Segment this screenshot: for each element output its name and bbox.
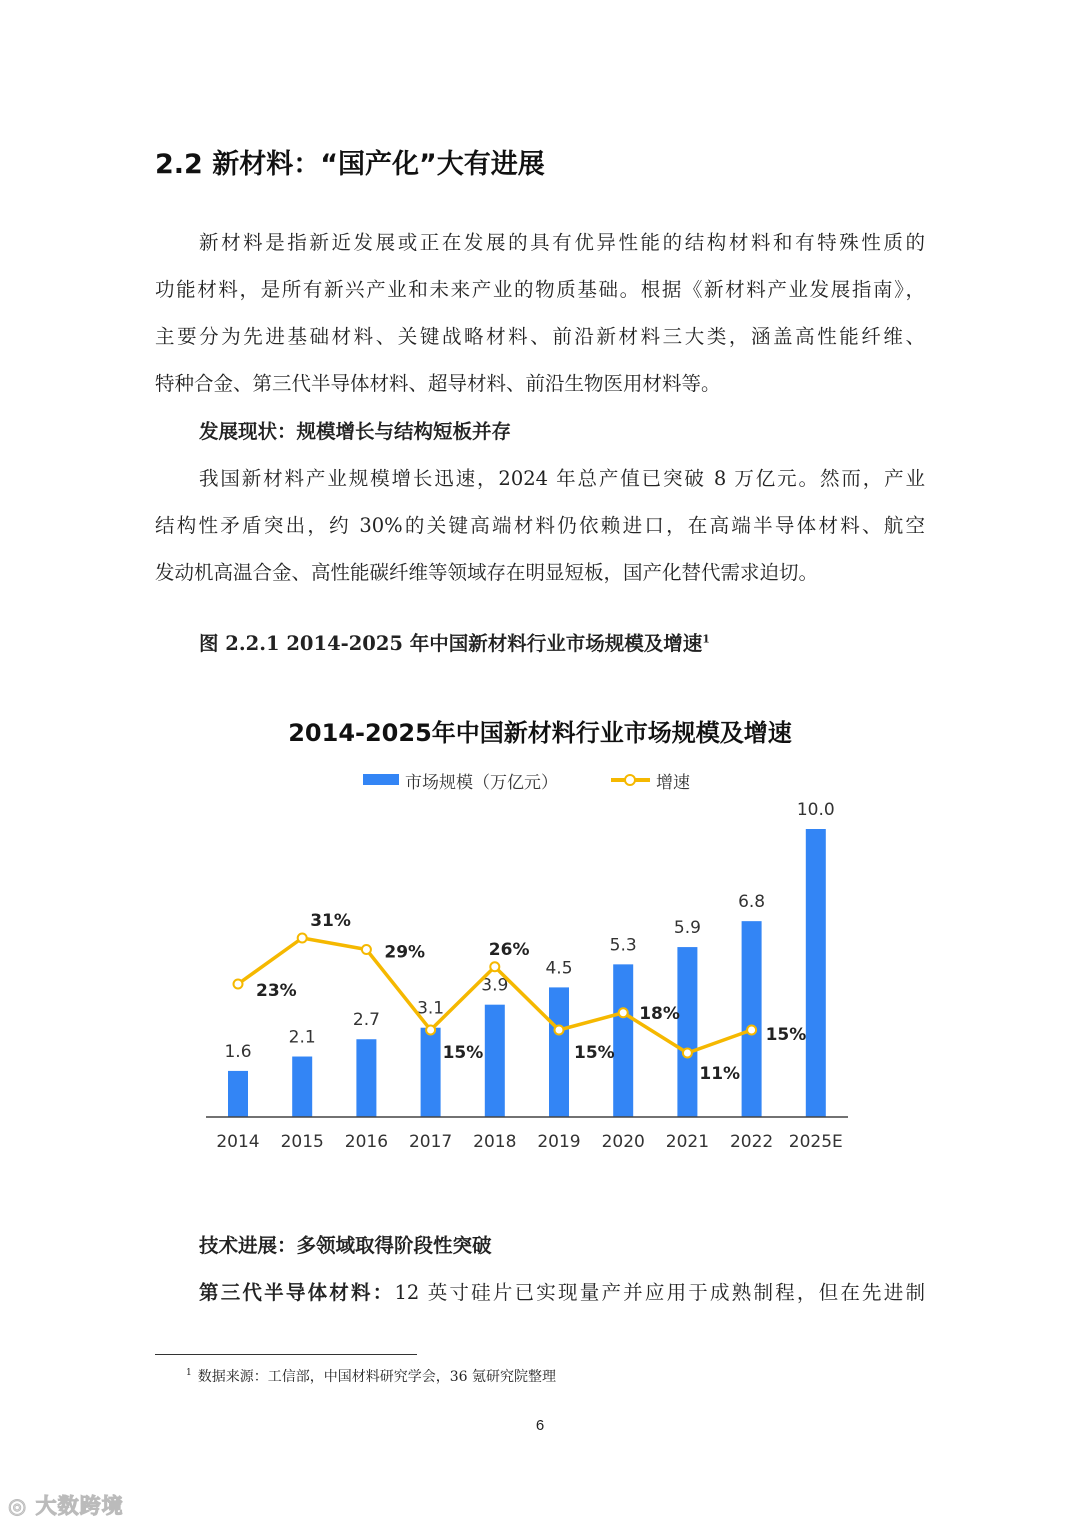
growth-point	[362, 945, 371, 954]
paragraph-line: 发动机高温合金、高性能碳纤维等领域存在明显短板，国产化替代需求迫切。	[155, 561, 819, 584]
growth-value-label: 15%	[574, 1043, 615, 1063]
bar-2020	[613, 964, 633, 1117]
growth-point	[234, 980, 243, 989]
x-tick-label: 2025E	[788, 1132, 843, 1152]
bar-2022	[742, 921, 762, 1117]
paragraph-line: 特种合金、第三代半导体材料、超导材料、前沿生物医用材料等。	[155, 372, 721, 395]
paragraph-line: 结构性矛盾突出，约 30%的关键高端材料仍依赖进口，在高端半导体材料、航空	[155, 514, 925, 537]
growth-point	[298, 934, 307, 943]
bar-2025E	[806, 829, 826, 1117]
x-tick-label: 2019	[537, 1132, 581, 1152]
watermark-logo: ◎ 大数跨境	[8, 1494, 124, 1518]
growth-value-label: 11%	[699, 1064, 741, 1084]
chart-title: 2014-2025年中国新材料行业市场规模及增速	[288, 719, 792, 747]
bar-value-label: 1.6	[224, 1041, 252, 1062]
footnote	[186, 1366, 556, 1386]
legend-bar-label: 市场规模（万亿元）	[405, 773, 558, 793]
bar-2021	[677, 947, 697, 1117]
legend	[363, 773, 690, 793]
growth-value-label: 26%	[488, 939, 530, 960]
footnote-mark: 1	[186, 1368, 192, 1379]
bar-value-label: 2.7	[352, 1010, 380, 1031]
x-tick-label: 2014	[216, 1132, 260, 1152]
figure-caption-text: 图 2.2.1 2014-2025 年中国新材料行业市场规模及增速	[199, 632, 703, 655]
x-tick-label: 2020	[601, 1132, 645, 1152]
bar-2019	[549, 987, 569, 1117]
x-tick-label: 2022	[729, 1132, 774, 1152]
growth-value-label: 29%	[384, 942, 426, 963]
bar-2016	[356, 1039, 376, 1117]
page-number: 6	[535, 1417, 545, 1434]
bar-2014	[228, 1071, 248, 1117]
bar-value-label: 5.9	[673, 918, 701, 939]
status-heading: 发展现状：规模增长与结构短板并存	[199, 420, 512, 443]
growth-point	[747, 1026, 756, 1035]
x-tick-label: 2018	[473, 1132, 517, 1152]
growth-point	[426, 1026, 435, 1035]
growth-point	[555, 1026, 564, 1035]
bar-value-label: 3.9	[481, 975, 509, 996]
growth-value-label: 18%	[639, 1003, 680, 1024]
paragraph-line: 功能材料，是所有新兴产业和未来产业的物质基础。根据《新材料产业发展指南》，	[155, 278, 925, 301]
growth-value-label: 15%	[765, 1025, 807, 1045]
legend-bar-swatch	[363, 774, 399, 785]
growth-point	[490, 962, 499, 971]
tech-heading: 技术进展：多领域取得阶段性突破	[199, 1234, 492, 1257]
section-heading: 2.2 新材料：“国产化”大有进展	[155, 149, 545, 180]
tech-text: 12 英寸硅片已实现量产并应用于成熟制程，但在先进制	[394, 1281, 925, 1304]
bar-value-label: 2.1	[288, 1027, 316, 1048]
paragraph-line: 我国新材料产业规模增长迅速，2024 年总产值已突破 8 万亿元。然而，产业	[199, 467, 925, 490]
paragraph-line: 新材料是指新近发展或正在发展的具有优异性能的结构材料和有特殊性质的	[199, 231, 925, 254]
growth-point	[619, 1008, 628, 1017]
footnote-text: 数据来源：工信部，中国材料研究学会，36 氪研究院整理	[197, 1369, 556, 1385]
bar-2017	[421, 1028, 441, 1117]
growth-value-label: 15%	[442, 1043, 484, 1063]
footnote-divider	[155, 1354, 417, 1355]
growth-value-label: 31%	[310, 911, 351, 931]
x-tick-label: 2016	[344, 1132, 389, 1152]
legend-line-marker	[625, 775, 635, 785]
bar-value-label: 4.5	[545, 958, 573, 979]
bar-value-label: 6.8	[738, 892, 766, 913]
footnote-ref[interactable]: 1	[702, 632, 710, 646]
bar-value-label: 10.0	[796, 800, 835, 820]
watermark-text: 大数跨境	[35, 1494, 124, 1518]
x-tick-label: 2017	[408, 1132, 453, 1152]
growth-value-label: 23%	[256, 981, 297, 1001]
chart	[0, 760, 1080, 1160]
tech-paragraph	[199, 1278, 925, 1308]
x-tick-label: 2015	[280, 1132, 324, 1152]
bar-2015	[292, 1057, 312, 1117]
bar-value-label: 5.3	[609, 935, 637, 956]
x-tick-label: 2021	[665, 1132, 710, 1152]
bar-2018	[485, 1005, 505, 1117]
bar-value-label: 3.1	[417, 998, 445, 1019]
legend-line-label: 增速	[656, 773, 690, 793]
figure-caption	[199, 628, 710, 656]
paragraph-line: 主要分为先进基础材料、关键战略材料、前沿新材料三大类，涵盖高性能纤维、	[155, 325, 925, 348]
tech-label: 第三代半导体材料：	[199, 1281, 395, 1304]
growth-point	[683, 1049, 692, 1058]
